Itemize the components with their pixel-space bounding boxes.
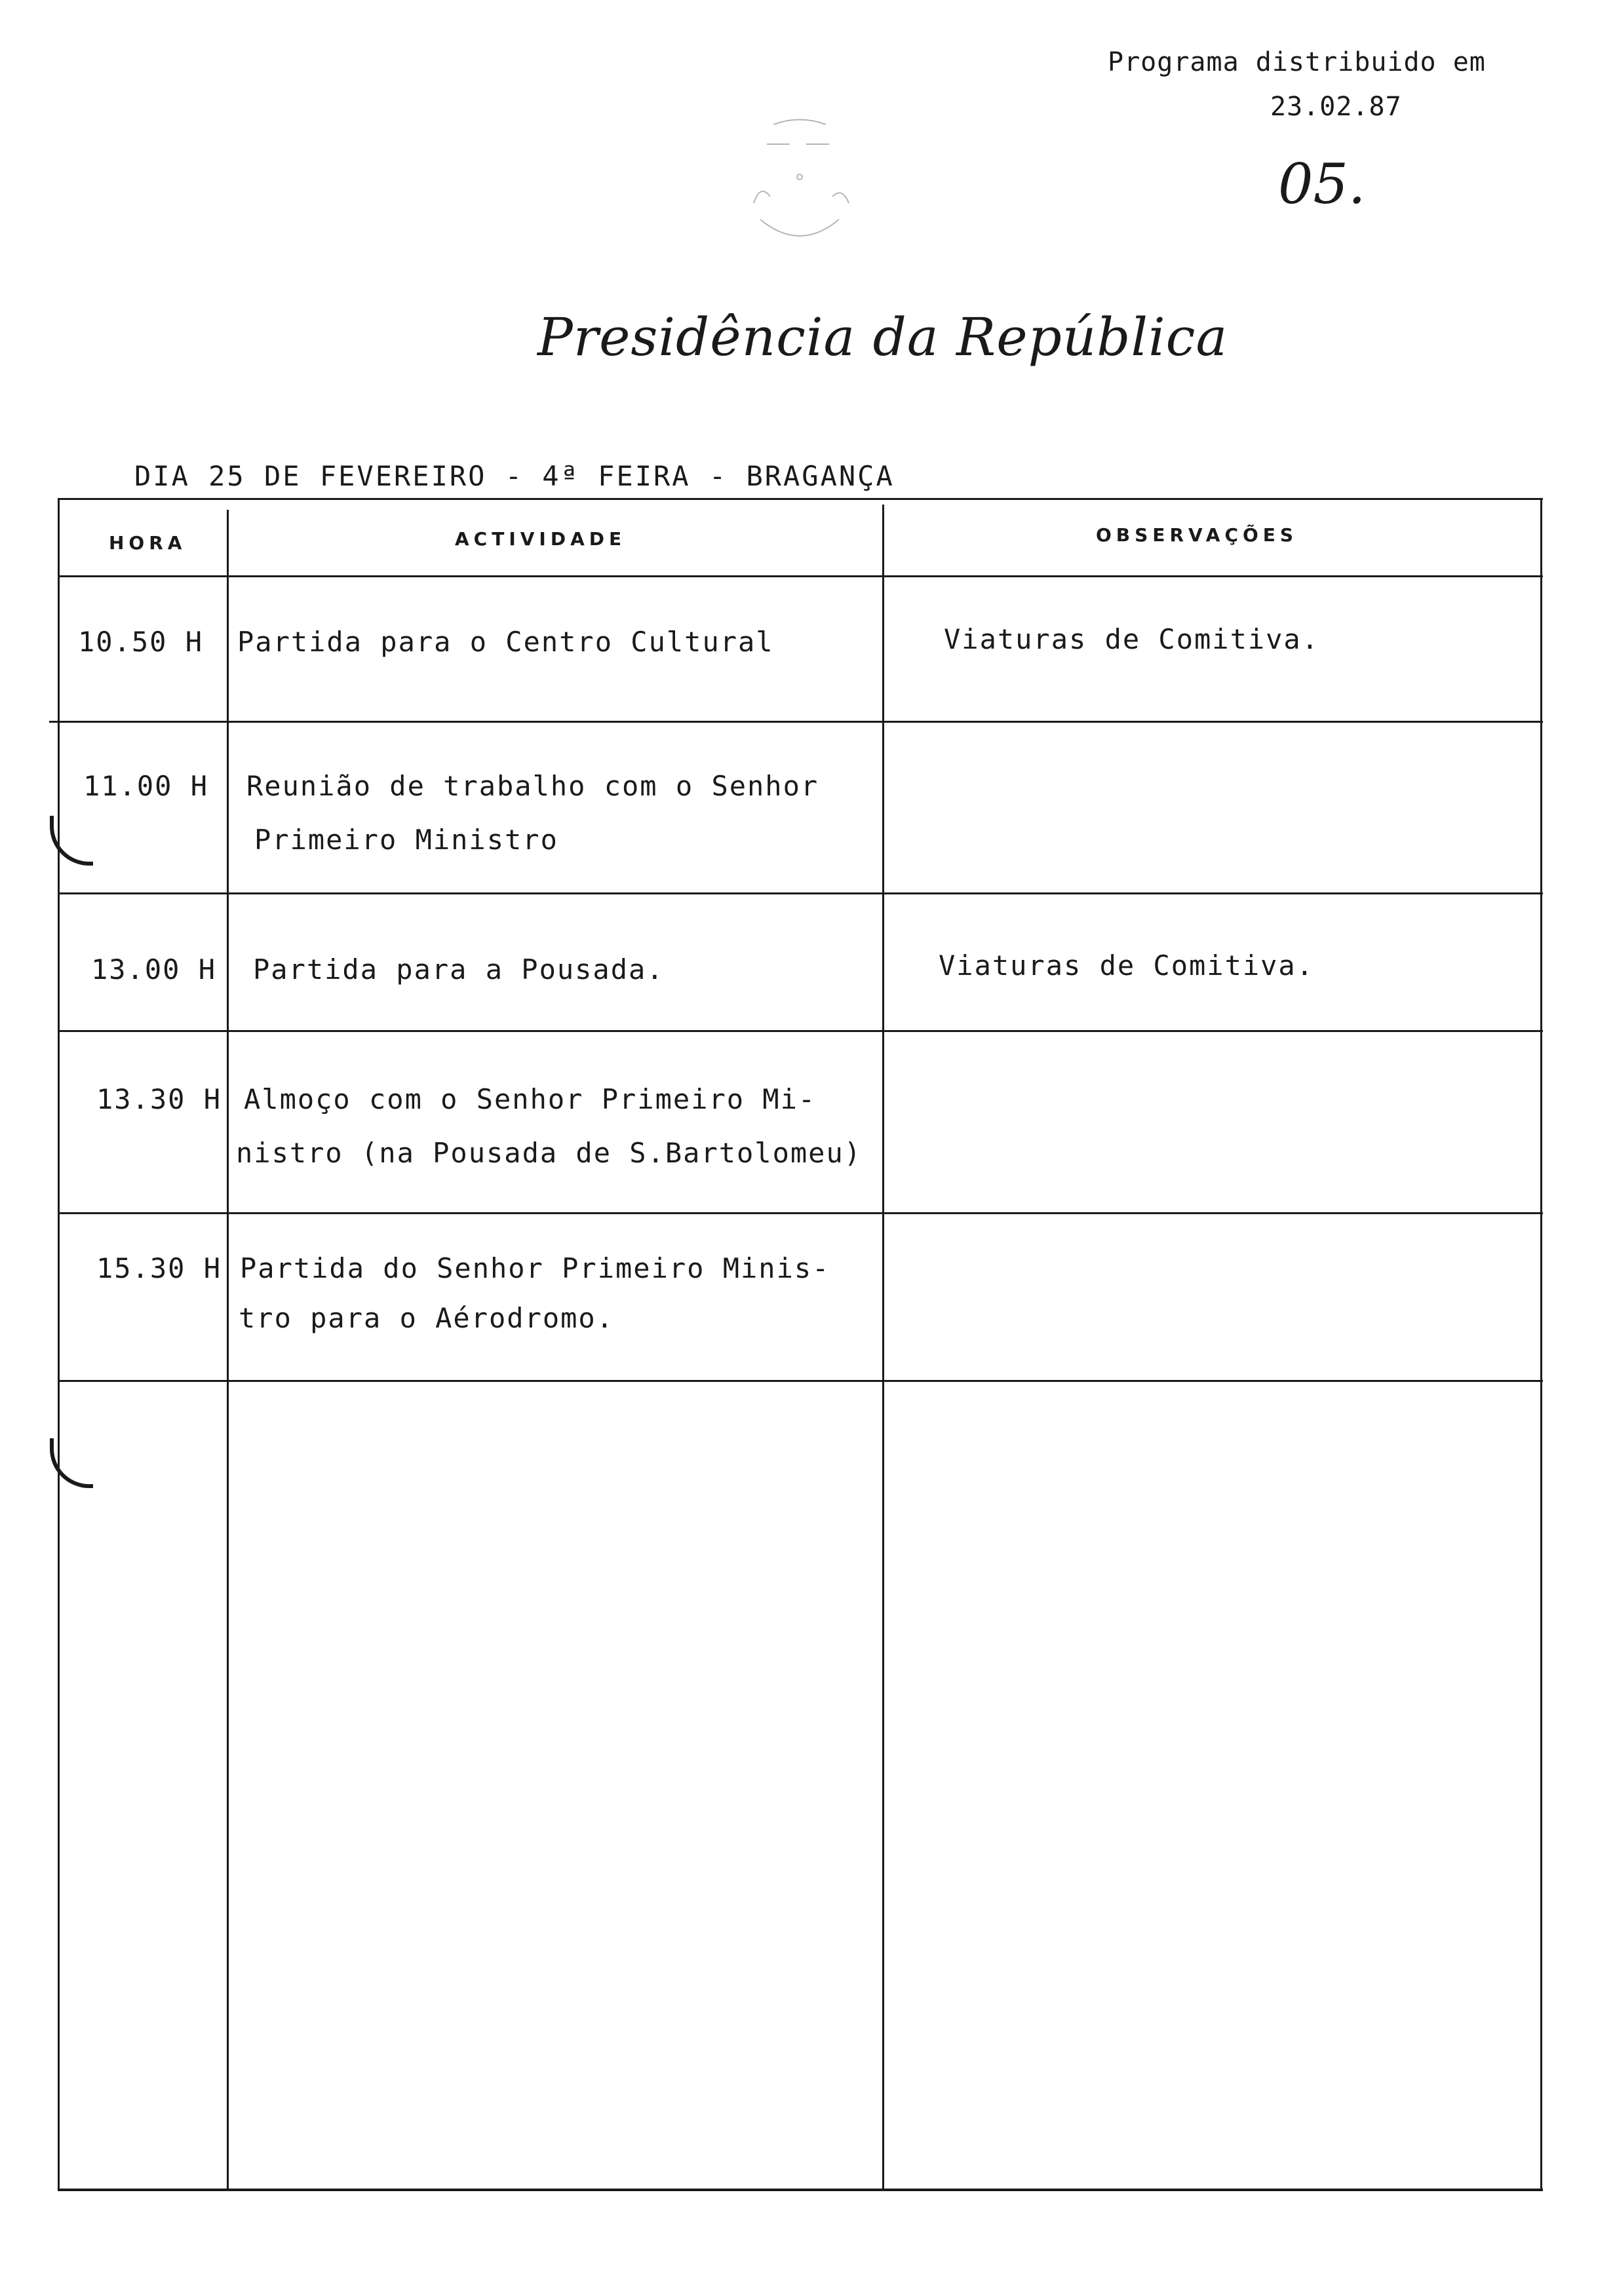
row-3-hora: 13.00 H (90, 953, 216, 985)
row-3-actividade: Partida para a Pousada. (253, 953, 665, 985)
row-4-actividade-line-1: Almoço com o Senhor Primeiro Mi- (244, 1083, 817, 1115)
row-divider (58, 1212, 1543, 1214)
row-divider (49, 721, 1543, 723)
day-heading: DIA 25 DE FEVEREIRO - 4ª FEIRA - BRAGANÇA (134, 460, 895, 492)
row-1-actividade: Partida para o Centro Cultural (237, 626, 774, 658)
row-2-hora: 11.00 H (83, 770, 208, 802)
column-divider-actividade (882, 505, 884, 2191)
column-header-hora: HORA (109, 532, 187, 554)
table-left-border (58, 498, 60, 2191)
table-right-border (1540, 498, 1542, 2191)
row-5-actividade-line-1: Partida do Senhor Primeiro Minis- (240, 1252, 830, 1284)
column-divider-hora (227, 510, 229, 2191)
row-5-actividade-line-2: tro para o Aérodromo. (239, 1302, 615, 1334)
margin-bracket-mark (50, 816, 93, 866)
row-4-hora: 13.30 H (96, 1083, 222, 1115)
margin-bracket-mark (50, 1438, 93, 1488)
header-divider (58, 575, 1543, 577)
row-1-hora: 10.50 H (77, 626, 203, 658)
column-header-actividade: ACTIVIDADE (455, 528, 627, 550)
row-5-hora: 15.30 H (96, 1252, 222, 1284)
row-2-actividade-line-1: Reunião de trabalho com o Senhor (246, 770, 819, 802)
letterhead-title: Presidência da República (537, 307, 1228, 368)
row-4-actividade-line-2: nistro (na Pousada de S.Bartolomeu) (236, 1137, 863, 1169)
distribution-date: 23.02.87 (1270, 92, 1402, 122)
table-bottom-border (58, 2189, 1543, 2191)
row-divider (58, 1030, 1543, 1032)
faint-seal-icon (734, 105, 865, 262)
row-divider (58, 892, 1543, 894)
row-1-observacoes: Viaturas de Comitiva. (944, 623, 1320, 655)
distribution-label: Programa distribuido em (1108, 47, 1486, 77)
row-3-observacoes: Viaturas de Comitiva. (939, 949, 1315, 982)
row-2-actividade-line-2: Primeiro Ministro (254, 824, 558, 856)
handwritten-page-mark: 05. (1278, 152, 1366, 216)
row-divider (58, 1380, 1543, 1382)
table-top-border (58, 498, 1543, 500)
column-header-observacoes: OBSERVAÇÕES (1096, 524, 1298, 546)
